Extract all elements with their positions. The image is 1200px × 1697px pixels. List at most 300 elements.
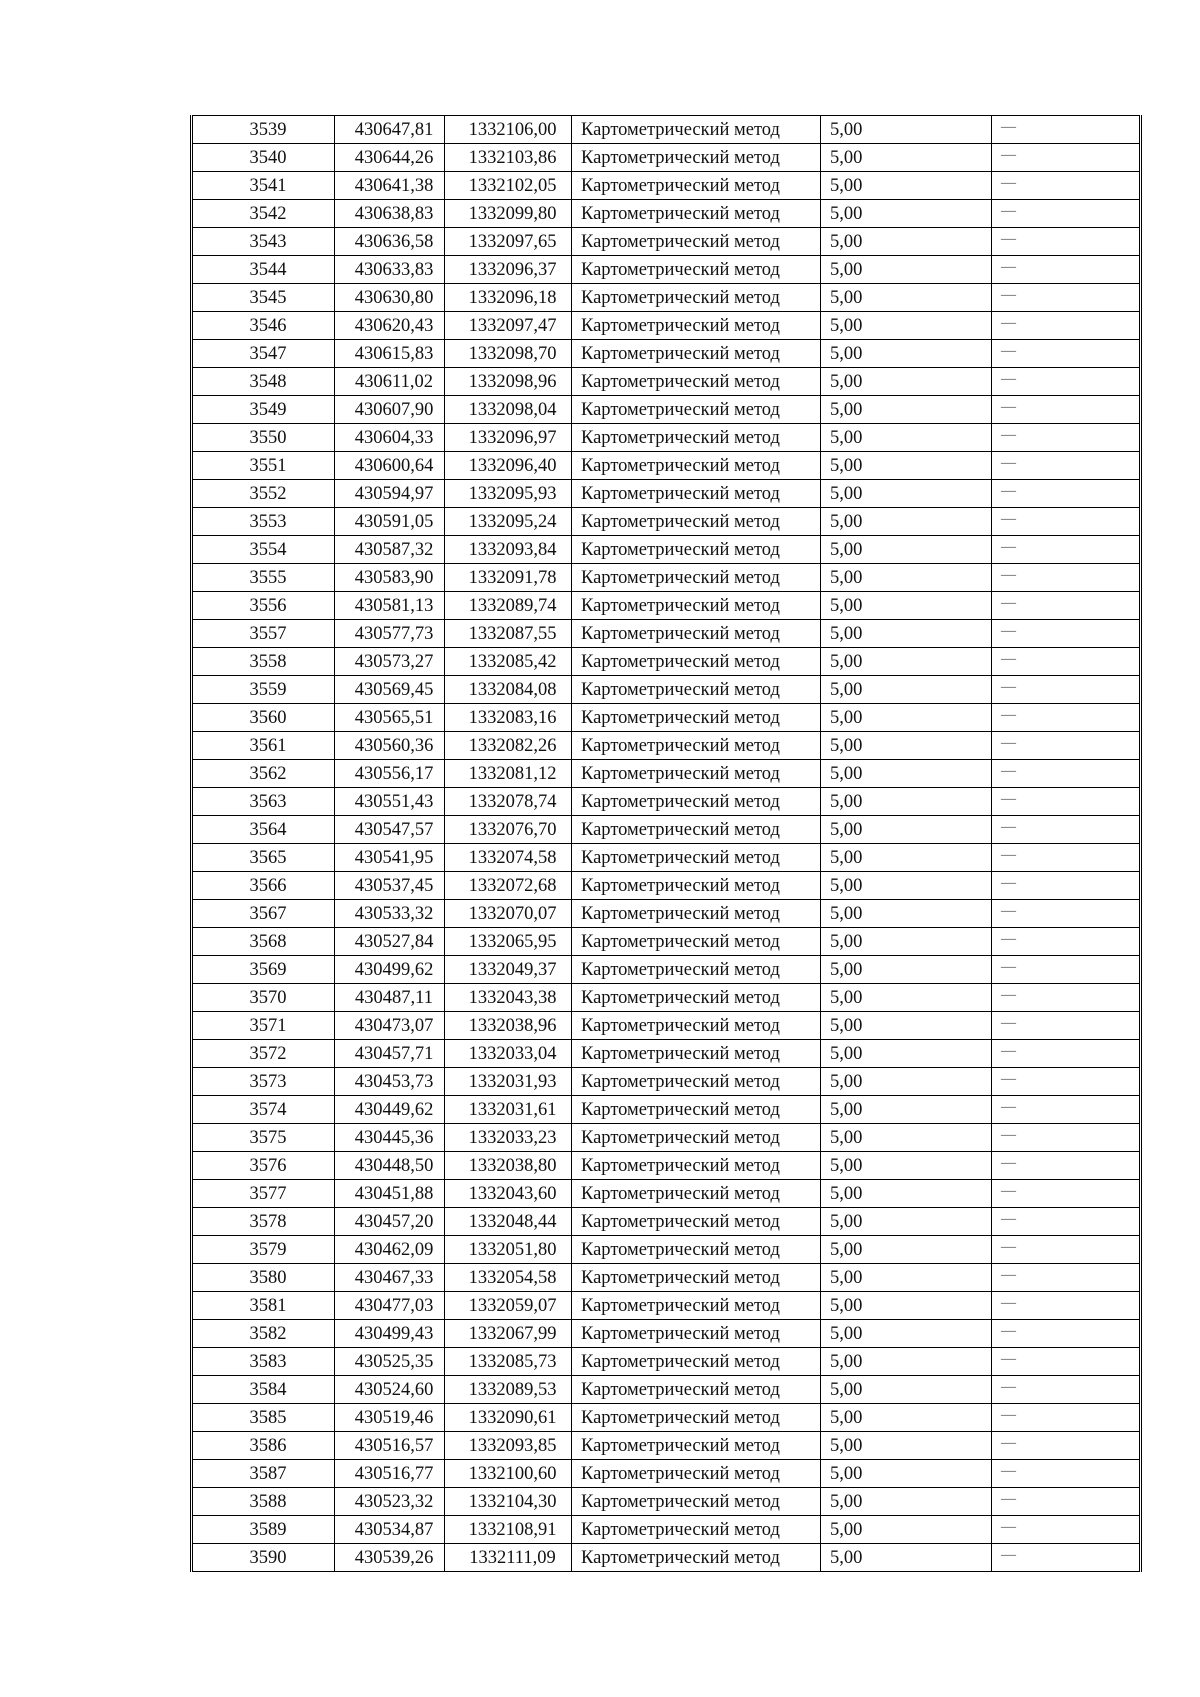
y-coordinate-cell: 1332089,53 (445, 1376, 572, 1404)
table-row (192, 508, 1141, 536)
accuracy-cell: 5,00 (821, 788, 992, 816)
description-cell (992, 396, 1141, 424)
dash-mark: — (1001, 119, 1016, 135)
y-coordinate-cell: 1332065,95 (445, 928, 572, 956)
dash-mark: — (1001, 231, 1016, 247)
dash-mark: — (1001, 1239, 1016, 1255)
table-row (192, 1236, 1141, 1264)
dash-mark: — (1001, 1463, 1016, 1479)
point-number-cell: 3574 (192, 1096, 335, 1124)
table-row (192, 1208, 1141, 1236)
y-coordinate-cell: 1332102,05 (445, 172, 572, 200)
x-coordinate-cell: 430551,43 (335, 788, 445, 816)
table-row (192, 1292, 1141, 1320)
accuracy-cell: 5,00 (821, 1320, 992, 1348)
point-number-cell: 3587 (192, 1460, 335, 1488)
description-cell (992, 1432, 1141, 1460)
dash-mark: — (1001, 959, 1016, 975)
point-number-cell: 3560 (192, 704, 335, 732)
accuracy-cell: 5,00 (821, 480, 992, 508)
method-cell: Картометрический метод (572, 704, 821, 732)
table-row (192, 228, 1141, 256)
dash-mark: — (1001, 903, 1016, 919)
description-cell (992, 564, 1141, 592)
dash-mark: — (1001, 1547, 1016, 1563)
accuracy-cell: 5,00 (821, 564, 992, 592)
x-coordinate-cell: 430583,90 (335, 564, 445, 592)
method-cell: Картометрический метод (572, 872, 821, 900)
point-number-cell: 3589 (192, 1516, 335, 1544)
description-cell (992, 1180, 1141, 1208)
point-number-cell: 3541 (192, 172, 335, 200)
x-coordinate-cell: 430499,62 (335, 956, 445, 984)
method-cell: Картометрический метод (572, 284, 821, 312)
method-cell: Картометрический метод (572, 508, 821, 536)
point-number-cell: 3545 (192, 284, 335, 312)
point-number-cell: 3578 (192, 1208, 335, 1236)
point-number-cell: 3544 (192, 256, 335, 284)
table-row (192, 172, 1141, 200)
y-coordinate-cell: 1332098,96 (445, 368, 572, 396)
accuracy-cell: 5,00 (821, 144, 992, 172)
point-number-cell: 3548 (192, 368, 335, 396)
x-coordinate-cell: 430534,87 (335, 1516, 445, 1544)
x-coordinate-cell: 430647,81 (335, 116, 445, 144)
accuracy-cell: 5,00 (821, 1404, 992, 1432)
description-cell (992, 1124, 1141, 1152)
x-coordinate-cell: 430577,73 (335, 620, 445, 648)
method-cell: Картометрический метод (572, 1236, 821, 1264)
x-coordinate-cell: 430449,62 (335, 1096, 445, 1124)
dash-mark: — (1001, 763, 1016, 779)
x-coordinate-cell: 430541,95 (335, 844, 445, 872)
method-cell: Картометрический метод (572, 816, 821, 844)
point-number-cell: 3566 (192, 872, 335, 900)
method-cell: Картометрический метод (572, 760, 821, 788)
accuracy-cell: 5,00 (821, 508, 992, 536)
y-coordinate-cell: 1332095,24 (445, 508, 572, 536)
accuracy-cell: 5,00 (821, 1012, 992, 1040)
description-cell (992, 1096, 1141, 1124)
point-number-cell: 3580 (192, 1264, 335, 1292)
description-cell (992, 1460, 1141, 1488)
dash-mark: — (1001, 203, 1016, 219)
x-coordinate-cell: 430537,45 (335, 872, 445, 900)
method-cell: Картометрический метод (572, 1012, 821, 1040)
x-coordinate-cell: 430499,43 (335, 1320, 445, 1348)
method-cell: Картометрический метод (572, 788, 821, 816)
method-cell: Картометрический метод (572, 1432, 821, 1460)
x-coordinate-cell: 430604,33 (335, 424, 445, 452)
x-coordinate-cell: 430560,36 (335, 732, 445, 760)
method-cell: Картометрический метод (572, 564, 821, 592)
description-cell (992, 1208, 1141, 1236)
description-cell (992, 1516, 1141, 1544)
method-cell: Картометрический метод (572, 452, 821, 480)
dash-mark: — (1001, 1407, 1016, 1423)
table-row (192, 816, 1141, 844)
point-number-cell: 3575 (192, 1124, 335, 1152)
y-coordinate-cell: 1332096,40 (445, 452, 572, 480)
accuracy-cell: 5,00 (821, 256, 992, 284)
description-cell (992, 368, 1141, 396)
point-number-cell: 3568 (192, 928, 335, 956)
table-row (192, 676, 1141, 704)
accuracy-cell: 5,00 (821, 1348, 992, 1376)
dash-mark: — (1001, 623, 1016, 639)
description-cell (992, 144, 1141, 172)
y-coordinate-cell: 1332099,80 (445, 200, 572, 228)
accuracy-cell: 5,00 (821, 1432, 992, 1460)
x-coordinate-cell: 430569,45 (335, 676, 445, 704)
method-cell: Картометрический метод (572, 984, 821, 1012)
accuracy-cell: 5,00 (821, 340, 992, 368)
table-row (192, 1152, 1141, 1180)
dash-mark: — (1001, 707, 1016, 723)
x-coordinate-cell: 430565,51 (335, 704, 445, 732)
y-coordinate-cell: 1332111,09 (445, 1544, 572, 1572)
table-row (192, 564, 1141, 592)
point-number-cell: 3558 (192, 648, 335, 676)
point-number-cell: 3585 (192, 1404, 335, 1432)
description-cell (992, 732, 1141, 760)
method-cell: Картометрический метод (572, 256, 821, 284)
table-row (192, 1460, 1141, 1488)
x-coordinate-cell: 430467,33 (335, 1264, 445, 1292)
y-coordinate-cell: 1332072,68 (445, 872, 572, 900)
table-row (192, 536, 1141, 564)
accuracy-cell: 5,00 (821, 424, 992, 452)
accuracy-cell: 5,00 (821, 760, 992, 788)
point-number-cell: 3559 (192, 676, 335, 704)
accuracy-cell: 5,00 (821, 900, 992, 928)
description-cell (992, 228, 1141, 256)
x-coordinate-cell: 430641,38 (335, 172, 445, 200)
x-coordinate-cell: 430457,20 (335, 1208, 445, 1236)
x-coordinate-cell: 430451,88 (335, 1180, 445, 1208)
x-coordinate-cell: 430527,84 (335, 928, 445, 956)
method-cell: Картометрический метод (572, 620, 821, 648)
description-cell (992, 1152, 1141, 1180)
x-coordinate-cell: 430523,32 (335, 1488, 445, 1516)
table-row (192, 1544, 1141, 1572)
dash-mark: — (1001, 147, 1016, 163)
x-coordinate-cell: 430533,32 (335, 900, 445, 928)
method-cell: Картометрический метод (572, 312, 821, 340)
x-coordinate-cell: 430525,35 (335, 1348, 445, 1376)
point-number-cell: 3561 (192, 732, 335, 760)
x-coordinate-cell: 430607,90 (335, 396, 445, 424)
point-number-cell: 3581 (192, 1292, 335, 1320)
description-cell (992, 508, 1141, 536)
table-row (192, 452, 1141, 480)
method-cell: Картометрический метод (572, 956, 821, 984)
point-number-cell: 3584 (192, 1376, 335, 1404)
y-coordinate-cell: 1332103,86 (445, 144, 572, 172)
method-cell: Картометрический метод (572, 536, 821, 564)
table-row (192, 1068, 1141, 1096)
accuracy-cell: 5,00 (821, 1376, 992, 1404)
table-row (192, 1264, 1141, 1292)
point-number-cell: 3549 (192, 396, 335, 424)
coordinates-table-body (192, 116, 1141, 1572)
x-coordinate-cell: 430636,58 (335, 228, 445, 256)
description-cell (992, 1264, 1141, 1292)
dash-mark: — (1001, 1379, 1016, 1395)
dash-mark: — (1001, 427, 1016, 443)
table-row (192, 788, 1141, 816)
point-number-cell: 3553 (192, 508, 335, 536)
accuracy-cell: 5,00 (821, 228, 992, 256)
method-cell: Картометрический метод (572, 592, 821, 620)
point-number-cell: 3582 (192, 1320, 335, 1348)
description-cell (992, 956, 1141, 984)
dash-mark: — (1001, 1183, 1016, 1199)
table-row (192, 900, 1141, 928)
accuracy-cell: 5,00 (821, 1292, 992, 1320)
y-coordinate-cell: 1332038,96 (445, 1012, 572, 1040)
point-number-cell: 3547 (192, 340, 335, 368)
accuracy-cell: 5,00 (821, 984, 992, 1012)
table-row (192, 704, 1141, 732)
accuracy-cell: 5,00 (821, 200, 992, 228)
x-coordinate-cell: 430630,80 (335, 284, 445, 312)
method-cell: Картометрический метод (572, 480, 821, 508)
table-row (192, 200, 1141, 228)
x-coordinate-cell: 430600,64 (335, 452, 445, 480)
point-number-cell: 3543 (192, 228, 335, 256)
table-row (192, 1012, 1141, 1040)
y-coordinate-cell: 1332033,04 (445, 1040, 572, 1068)
x-coordinate-cell: 430556,17 (335, 760, 445, 788)
point-number-cell: 3576 (192, 1152, 335, 1180)
accuracy-cell: 5,00 (821, 116, 992, 144)
y-coordinate-cell: 1332098,70 (445, 340, 572, 368)
x-coordinate-cell: 430519,46 (335, 1404, 445, 1432)
dash-mark: — (1001, 679, 1016, 695)
x-coordinate-cell: 430516,57 (335, 1432, 445, 1460)
table-row (192, 116, 1141, 144)
y-coordinate-cell: 1332074,58 (445, 844, 572, 872)
accuracy-cell: 5,00 (821, 620, 992, 648)
table-row (192, 984, 1141, 1012)
accuracy-cell: 5,00 (821, 732, 992, 760)
point-number-cell: 3540 (192, 144, 335, 172)
accuracy-cell: 5,00 (821, 844, 992, 872)
accuracy-cell: 5,00 (821, 1068, 992, 1096)
dash-mark: — (1001, 1015, 1016, 1031)
point-number-cell: 3551 (192, 452, 335, 480)
dash-mark: — (1001, 1127, 1016, 1143)
x-coordinate-cell: 430477,03 (335, 1292, 445, 1320)
dash-mark: — (1001, 791, 1016, 807)
description-cell (992, 312, 1141, 340)
accuracy-cell: 5,00 (821, 956, 992, 984)
table-row (192, 256, 1141, 284)
description-cell (992, 816, 1141, 844)
x-coordinate-cell: 430591,05 (335, 508, 445, 536)
table-row (192, 620, 1141, 648)
description-cell (992, 1376, 1141, 1404)
accuracy-cell: 5,00 (821, 1488, 992, 1516)
description-cell (992, 200, 1141, 228)
description-cell (992, 116, 1141, 144)
dash-mark: — (1001, 735, 1016, 751)
dash-mark: — (1001, 315, 1016, 331)
dash-mark: — (1001, 343, 1016, 359)
point-number-cell: 3565 (192, 844, 335, 872)
table-row (192, 844, 1141, 872)
description-cell (992, 788, 1141, 816)
accuracy-cell: 5,00 (821, 1460, 992, 1488)
method-cell: Картометрический метод (572, 1068, 821, 1096)
accuracy-cell: 5,00 (821, 592, 992, 620)
accuracy-cell: 5,00 (821, 284, 992, 312)
y-coordinate-cell: 1332051,80 (445, 1236, 572, 1264)
accuracy-cell: 5,00 (821, 368, 992, 396)
table-row (192, 928, 1141, 956)
dash-mark: — (1001, 651, 1016, 667)
accuracy-cell: 5,00 (821, 872, 992, 900)
accuracy-cell: 5,00 (821, 312, 992, 340)
y-coordinate-cell: 1332085,42 (445, 648, 572, 676)
method-cell: Картометрический метод (572, 144, 821, 172)
x-coordinate-cell: 430487,11 (335, 984, 445, 1012)
y-coordinate-cell: 1332067,99 (445, 1320, 572, 1348)
accuracy-cell: 5,00 (821, 1040, 992, 1068)
accuracy-cell: 5,00 (821, 1264, 992, 1292)
method-cell: Картометрический метод (572, 1124, 821, 1152)
x-coordinate-cell: 430594,97 (335, 480, 445, 508)
x-coordinate-cell: 430473,07 (335, 1012, 445, 1040)
table-row (192, 424, 1141, 452)
dash-mark: — (1001, 819, 1016, 835)
dash-mark: — (1001, 455, 1016, 471)
dash-mark: — (1001, 1295, 1016, 1311)
accuracy-cell: 5,00 (821, 172, 992, 200)
x-coordinate-cell: 430581,13 (335, 592, 445, 620)
accuracy-cell: 5,00 (821, 1096, 992, 1124)
method-cell: Картометрический метод (572, 1376, 821, 1404)
y-coordinate-cell: 1332082,26 (445, 732, 572, 760)
y-coordinate-cell: 1332048,44 (445, 1208, 572, 1236)
y-coordinate-cell: 1332087,55 (445, 620, 572, 648)
dash-mark: — (1001, 483, 1016, 499)
dash-mark: — (1001, 567, 1016, 583)
y-coordinate-cell: 1332100,60 (445, 1460, 572, 1488)
method-cell: Картометрический метод (572, 1040, 821, 1068)
description-cell (992, 1348, 1141, 1376)
description-cell (992, 172, 1141, 200)
description-cell (992, 1068, 1141, 1096)
point-number-cell: 3557 (192, 620, 335, 648)
dash-mark: — (1001, 1211, 1016, 1227)
dash-mark: — (1001, 287, 1016, 303)
accuracy-cell: 5,00 (821, 396, 992, 424)
table-row (192, 368, 1141, 396)
description-cell (992, 452, 1141, 480)
method-cell: Картометрический метод (572, 1292, 821, 1320)
x-coordinate-cell: 430516,77 (335, 1460, 445, 1488)
method-cell: Картометрический метод (572, 1404, 821, 1432)
dash-mark: — (1001, 1491, 1016, 1507)
table-row (192, 144, 1141, 172)
table-row (192, 1096, 1141, 1124)
accuracy-cell: 5,00 (821, 816, 992, 844)
method-cell: Картометрический метод (572, 844, 821, 872)
y-coordinate-cell: 1332038,80 (445, 1152, 572, 1180)
y-coordinate-cell: 1332084,08 (445, 676, 572, 704)
y-coordinate-cell: 1332076,70 (445, 816, 572, 844)
point-number-cell: 3577 (192, 1180, 335, 1208)
point-number-cell: 3567 (192, 900, 335, 928)
table-row (192, 956, 1141, 984)
accuracy-cell: 5,00 (821, 1236, 992, 1264)
description-cell (992, 1404, 1141, 1432)
description-cell (992, 1236, 1141, 1264)
point-number-cell: 3572 (192, 1040, 335, 1068)
description-cell (992, 872, 1141, 900)
point-number-cell: 3556 (192, 592, 335, 620)
dash-mark: — (1001, 511, 1016, 527)
method-cell: Картометрический метод (572, 200, 821, 228)
method-cell: Картометрический метод (572, 1180, 821, 1208)
accuracy-cell: 5,00 (821, 1544, 992, 1572)
table-row (192, 1348, 1141, 1376)
description-cell (992, 1012, 1141, 1040)
point-number-cell: 3555 (192, 564, 335, 592)
y-coordinate-cell: 1332070,07 (445, 900, 572, 928)
table-row (192, 340, 1141, 368)
point-number-cell: 3563 (192, 788, 335, 816)
x-coordinate-cell: 430638,83 (335, 200, 445, 228)
point-number-cell: 3571 (192, 1012, 335, 1040)
method-cell: Картометрический метод (572, 1488, 821, 1516)
y-coordinate-cell: 1332097,65 (445, 228, 572, 256)
y-coordinate-cell: 1332081,12 (445, 760, 572, 788)
table-row (192, 1180, 1141, 1208)
description-cell (992, 424, 1141, 452)
y-coordinate-cell: 1332043,60 (445, 1180, 572, 1208)
y-coordinate-cell: 1332043,38 (445, 984, 572, 1012)
method-cell: Картометрический метод (572, 1544, 821, 1572)
y-coordinate-cell: 1332031,61 (445, 1096, 572, 1124)
table-row (192, 760, 1141, 788)
point-number-cell: 3573 (192, 1068, 335, 1096)
y-coordinate-cell: 1332096,97 (445, 424, 572, 452)
y-coordinate-cell: 1332090,61 (445, 1404, 572, 1432)
y-coordinate-cell: 1332078,74 (445, 788, 572, 816)
y-coordinate-cell: 1332085,73 (445, 1348, 572, 1376)
accuracy-cell: 5,00 (821, 704, 992, 732)
dash-mark: — (1001, 1435, 1016, 1451)
description-cell (992, 1488, 1141, 1516)
dash-mark: — (1001, 1099, 1016, 1115)
y-coordinate-cell: 1332054,58 (445, 1264, 572, 1292)
point-number-cell: 3562 (192, 760, 335, 788)
dash-mark: — (1001, 1267, 1016, 1283)
y-coordinate-cell: 1332091,78 (445, 564, 572, 592)
x-coordinate-cell: 430644,26 (335, 144, 445, 172)
dash-mark: — (1001, 1323, 1016, 1339)
table-row (192, 312, 1141, 340)
y-coordinate-cell: 1332096,37 (445, 256, 572, 284)
x-coordinate-cell: 430547,57 (335, 816, 445, 844)
description-cell (992, 620, 1141, 648)
table-row (192, 1488, 1141, 1516)
dash-mark: — (1001, 875, 1016, 891)
table-row (192, 480, 1141, 508)
